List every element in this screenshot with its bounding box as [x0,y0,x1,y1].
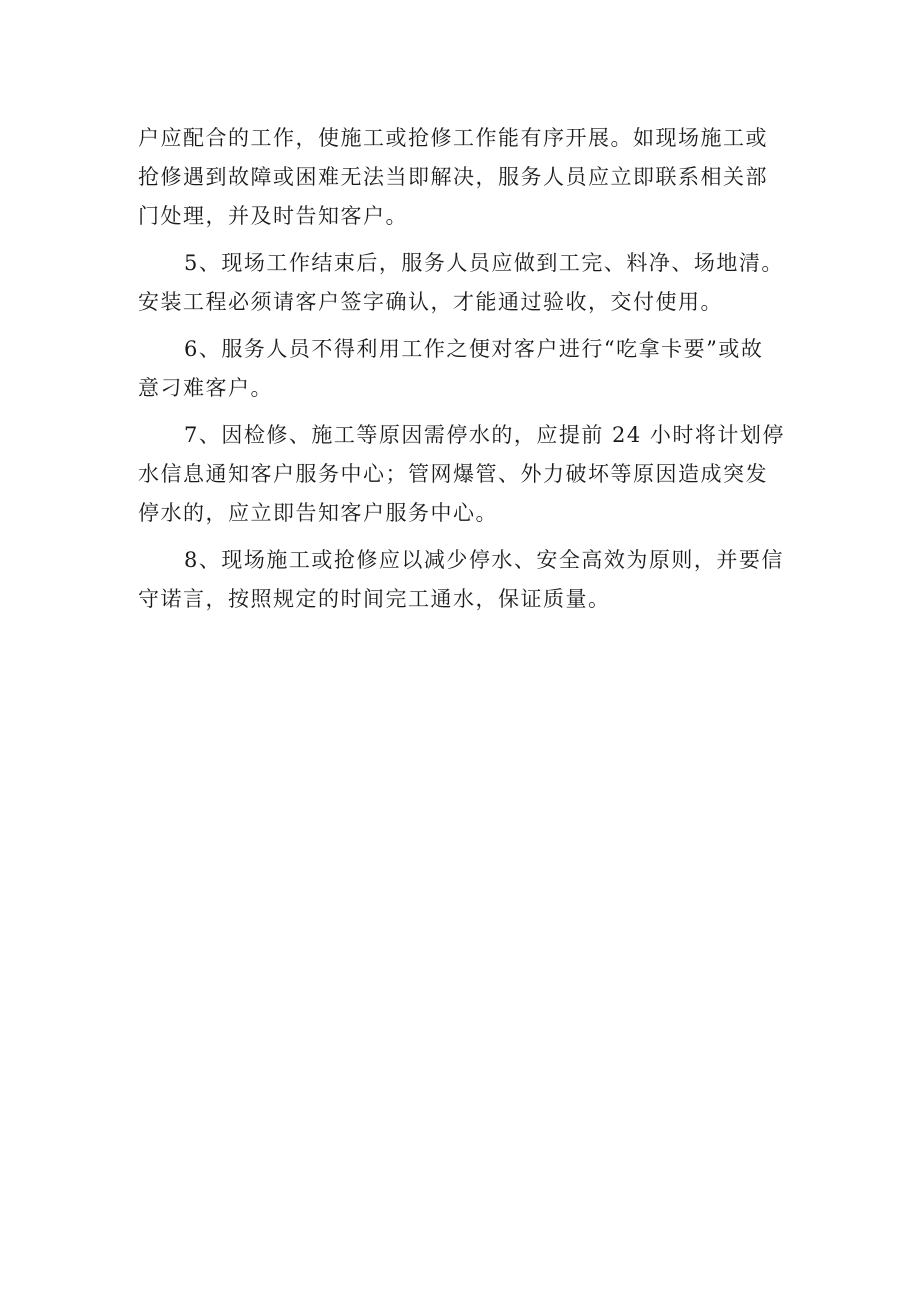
paragraph-line: 抢修遇到故障或困难无法当即解决，服务人员应立即联系相关部 [138,165,768,189]
paragraph-line: 户应配合的工作，使施工或抢修工作能有序开展。如现场施工或 [138,126,768,150]
paragraph-line: 门处理，并及时告知客户。 [138,204,408,228]
paragraph-line: 7、因检修、施工等原因需停水的，应提前 24 小时将计划停 [184,423,785,447]
paragraph-line: 8、现场施工或抢修应以减少停水、安全高效为原则，并要信 [184,548,784,572]
paragraph-item-5 [138,244,798,322]
paragraph-item-6 [138,330,798,408]
paragraph-item-7 [138,416,798,533]
paragraph-continuation [138,119,798,236]
paragraph-item-8 [138,541,798,619]
paragraph-line: 安装工程必须请客户签字确认，才能通过验收，交付使用。 [138,290,723,314]
paragraph-line: 守诺言，按照规定的时间完工通水，保证质量。 [138,587,611,611]
paragraph-line: 停水的，应立即告知客户服务中心。 [138,501,498,525]
paragraph-line: 6、服务人员不得利用工作之便对客户进行“吃拿卡要”或故 [184,337,764,361]
paragraph-line: 意刁难客户。 [138,376,273,400]
document-body [138,119,798,627]
paragraph-line: 5、现场工作结束后，服务人员应做到工完、料净、场地清。 [184,251,784,275]
paragraph-line: 水信息通知客户服务中心；管网爆管、外力破坏等原因造成突发 [138,462,768,486]
